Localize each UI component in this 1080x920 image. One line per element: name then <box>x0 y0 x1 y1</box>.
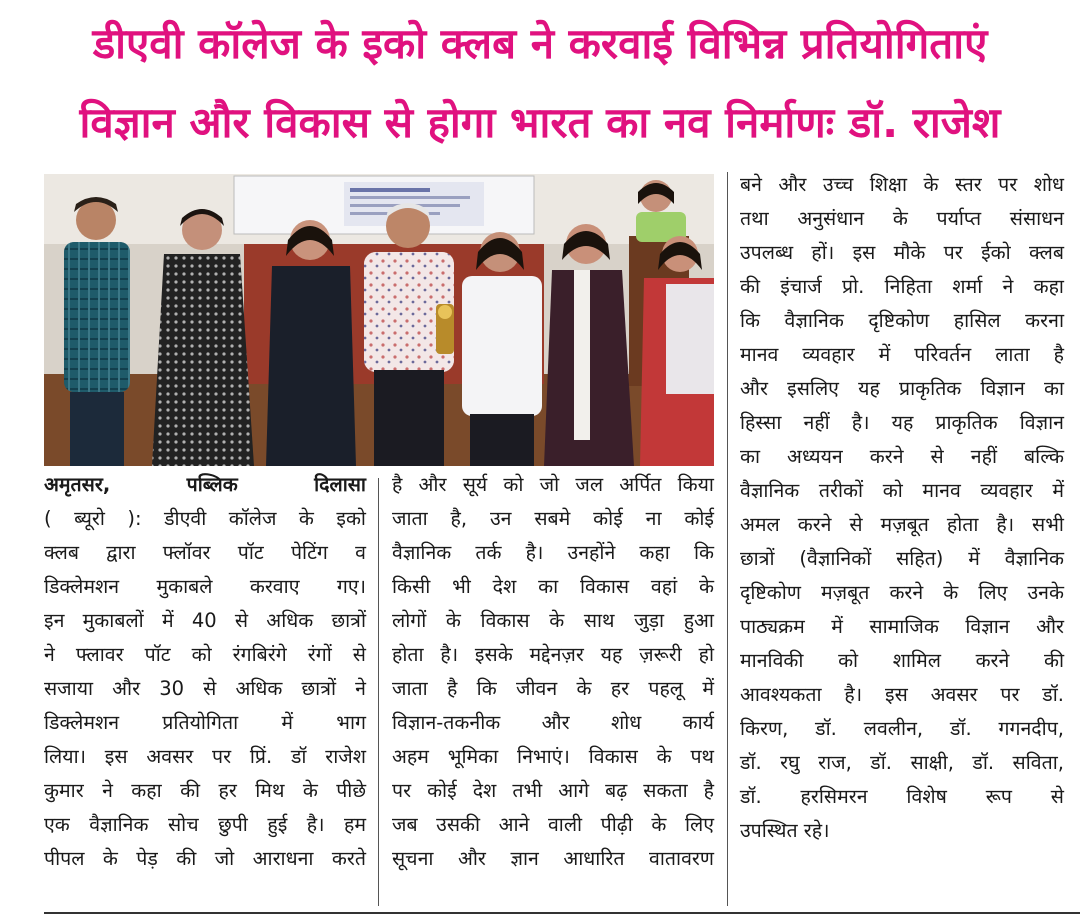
news-photo <box>44 174 714 466</box>
column-2-line: है और सूर्य को जो जल अर्पित किया <box>392 473 714 496</box>
column-3-line: उपस्थित रहे। <box>740 819 830 842</box>
column-3-line: का अध्ययन करने से नहीं बल्कि <box>740 445 1064 468</box>
headline-line-2: विज्ञान और विकास से होगा भारत का नव निर्माणः डॉ. राजेश <box>79 98 1001 147</box>
column-3-line: किरण, डॉ. लवलीन, डॉ. गगनदीप, <box>740 717 1064 740</box>
column-2-line: होता है। इसके मद्देनज़र यह ज़रूरी हो <box>392 643 714 666</box>
column-1-line: डिक्लेमशन प्रतियोगिता में भाग <box>44 711 366 734</box>
column-3-line: पाठ्यक्रम में सामाजिक विज्ञान और <box>740 615 1064 638</box>
column-1-line: अमृतसर, पब्लिक दिलासा <box>44 473 366 496</box>
column-1-line: सजाया और 30 से अधिक छात्रों ने <box>44 677 366 700</box>
article-column-1 <box>44 468 366 876</box>
column-3-line: बने और उच्च शिक्षा के स्तर पर शोध <box>740 173 1064 196</box>
column-3-line: हिस्सा नहीं है। यह प्राकृतिक विज्ञान <box>740 411 1064 434</box>
column-2-line: विज्ञान-तकनीक और शोध कार्य <box>392 711 714 734</box>
column-3-line: उपलब्ध हों। इस मौके पर ईको क्लब <box>740 241 1064 264</box>
column-1-line: कुमार ने कहा की हर मिथ के पीछे <box>44 779 366 802</box>
column-3-line: दृष्टिकोण मज़बूत करने के लिए उनके <box>740 581 1064 604</box>
column-divider <box>727 172 728 906</box>
article-column-3 <box>740 168 1064 848</box>
column-2-line: सूचना और ज्ञान आधारित वातावरण <box>392 847 714 870</box>
column-2-line: जाता है, उन सबमे कोई ना कोई <box>392 507 714 530</box>
headline-line-1: डीएवी कॉलेज के इको क्लब ने करवाई विभिन्न प्रतियोगिताएं <box>92 19 988 68</box>
column-3-line: वैज्ञानिक तरीकों को मानव व्यवहार में <box>740 479 1064 502</box>
column-1-line: पीपल के पेड़ की जो आराधना करते <box>44 847 366 870</box>
group-photo-illustration <box>44 174 714 466</box>
column-3-line: और इसलिए यह प्राकृतिक विज्ञान का <box>740 377 1064 400</box>
column-1-line: ( ब्यूरो ): डीएवी कॉलेज के इको <box>44 507 366 530</box>
column-3-line: डॉ. रघु राज, डॉ. साक्षी, डॉ. सविता, <box>740 751 1064 774</box>
column-3-line: तथा अनुसंधान के पर्याप्त संसाधन <box>740 207 1064 230</box>
column-3-line: की इंचार्ज प्रो. निहिता शर्मा ने कहा <box>740 275 1064 298</box>
column-2-line: किसी भी देश का विकास वहां के <box>392 575 714 598</box>
column-1-line: एक वैज्ञानिक सोच छुपी हुई है। हम <box>44 813 366 836</box>
column-2-line: जाता है कि जीवन के हर पहलू में <box>392 677 714 700</box>
column-2-line: अहम भूमिका निभाएं। विकास के पथ <box>392 745 714 768</box>
column-2-line: जब उसकी आने वाली पीढ़ी के लिए <box>392 813 714 836</box>
bottom-rule <box>44 912 1080 914</box>
column-3-line: आवश्यकता है। इस अवसर पर डॉ. <box>740 683 1064 706</box>
column-3-line: मानव व्यवहार में परिवर्तन लाता है <box>740 343 1064 366</box>
column-2-line: वैज्ञानिक तर्क है। उनहोंने कहा कि <box>392 541 714 564</box>
column-1-line: लिया। इस अवसर पर प्रिं. डॉ राजेश <box>44 745 366 768</box>
column-divider <box>378 478 379 906</box>
article-column-2 <box>392 468 714 876</box>
column-3-line: डॉ. हरसिमरन विशेष रूप से <box>740 785 1064 808</box>
column-1-line: क्लब द्वारा फ्लॉवर पॉट पेटिंग व <box>44 541 366 564</box>
column-3-line: अमल करने से मज़बूत होता है। सभी <box>740 513 1064 536</box>
column-3-line: मानविकी को शामिल करने की <box>740 649 1064 672</box>
column-2-line: पर कोई देश तभी आगे बढ़ सकता है <box>392 779 714 802</box>
column-3-line: छात्रों (वैज्ञानिकों सहित) में वैज्ञानिक <box>740 547 1064 570</box>
column-1-line: ने फ्लावर पॉट को रंगबिरंगे रंगों से <box>44 643 366 666</box>
column-1-line: डिक्लेमशन मुकाबले करवाए गए। <box>44 575 366 598</box>
column-1-line: इन मुकाबलों में 40 से अधिक छात्रों <box>44 609 366 632</box>
column-3-line: कि वैज्ञानिक दृष्टिकोण हासिल करना <box>740 309 1064 332</box>
column-2-line: लोगों के विकास के साथ जुड़ा हुआ <box>392 609 714 632</box>
